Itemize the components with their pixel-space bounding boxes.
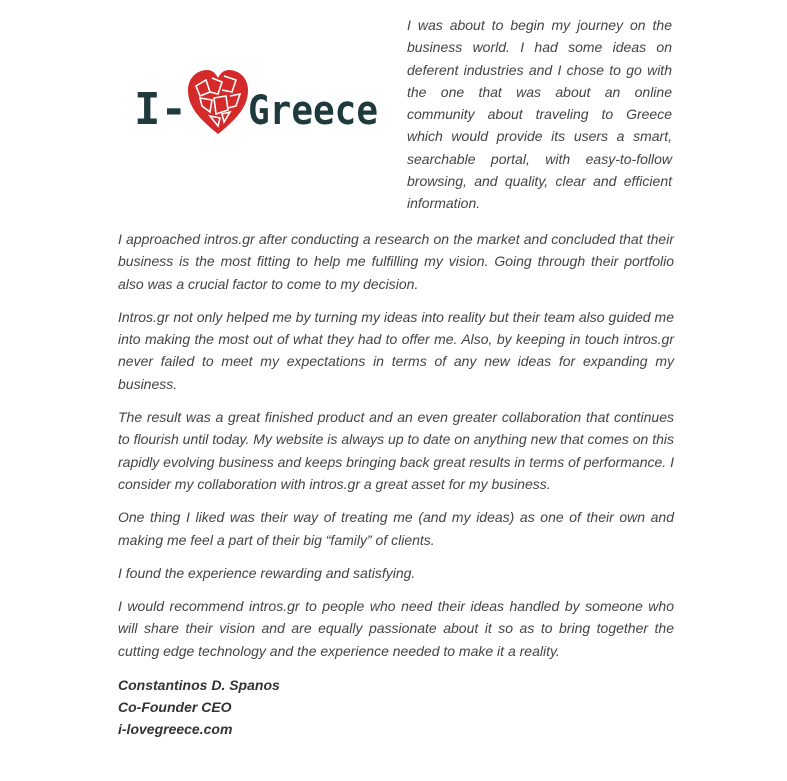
signature-block	[118, 674, 674, 740]
intro-paragraph: I was about to begin my journey on the business world. I had some ideas on deferent industries and I chose to go with the one that was about an online community about traveling to Greece which would provide its users a smart, searchable portal, with easy-to-follow browsing, and quality, clear and efficient information.	[407, 17, 672, 212]
heart-icon	[188, 70, 248, 134]
signature-name: Constantinos D. Spanos	[118, 677, 280, 694]
paragraph-family: One thing I liked was their way of treating me (and my ideas) as one of their own and making me feel a part of their big “family” of clients.	[118, 509, 674, 548]
signature-website: i-lovegreece.com	[118, 721, 233, 738]
paragraph-result: The result was a great finished product and an even greater collaboration that continues to flourish until today. My website is always up to date on anything new that comes on this rapidly evolving business and keeps bringing back great results in terms of performance. I consider my collaboration with intros.gr a great asset for my business.	[118, 409, 674, 492]
logo-graphic	[132, 64, 382, 144]
paragraph-research: I approached intros.gr after conducting a research on the market and concluded that their business is the most fitting to help me fulfilling my vision. Going through their portfolio also was a crucial factor to come to my decision.	[118, 231, 674, 292]
paragraph-team: Intros.gr not only helped me by turning my ideas into reality but their team also guided me into making the most out of what they had to offer me. Also, by keeping in touch intros.gr never failed to meet my expectations in terms of any new ideas for expanding my business.	[118, 308, 674, 392]
logo-text-greece: Greece	[248, 88, 378, 134]
paragraph-experience: I found the experience rewarding and satisfying.	[118, 564, 416, 581]
logo-text-i: I-	[134, 84, 187, 135]
signature-title: Co-Founder CEO	[118, 699, 232, 716]
testimonial-body	[118, 228, 674, 662]
i-love-greece-logo	[132, 64, 382, 144]
header-section	[118, 12, 674, 212]
paragraph-recommend: I would recommend intros.gr to people who need their ideas handled by someone who will share their vision and are equally passionate about it so as to bring together the cutting edge technology and the experience needed to make it a reality.	[118, 598, 674, 659]
testimonial-page	[118, 12, 674, 740]
